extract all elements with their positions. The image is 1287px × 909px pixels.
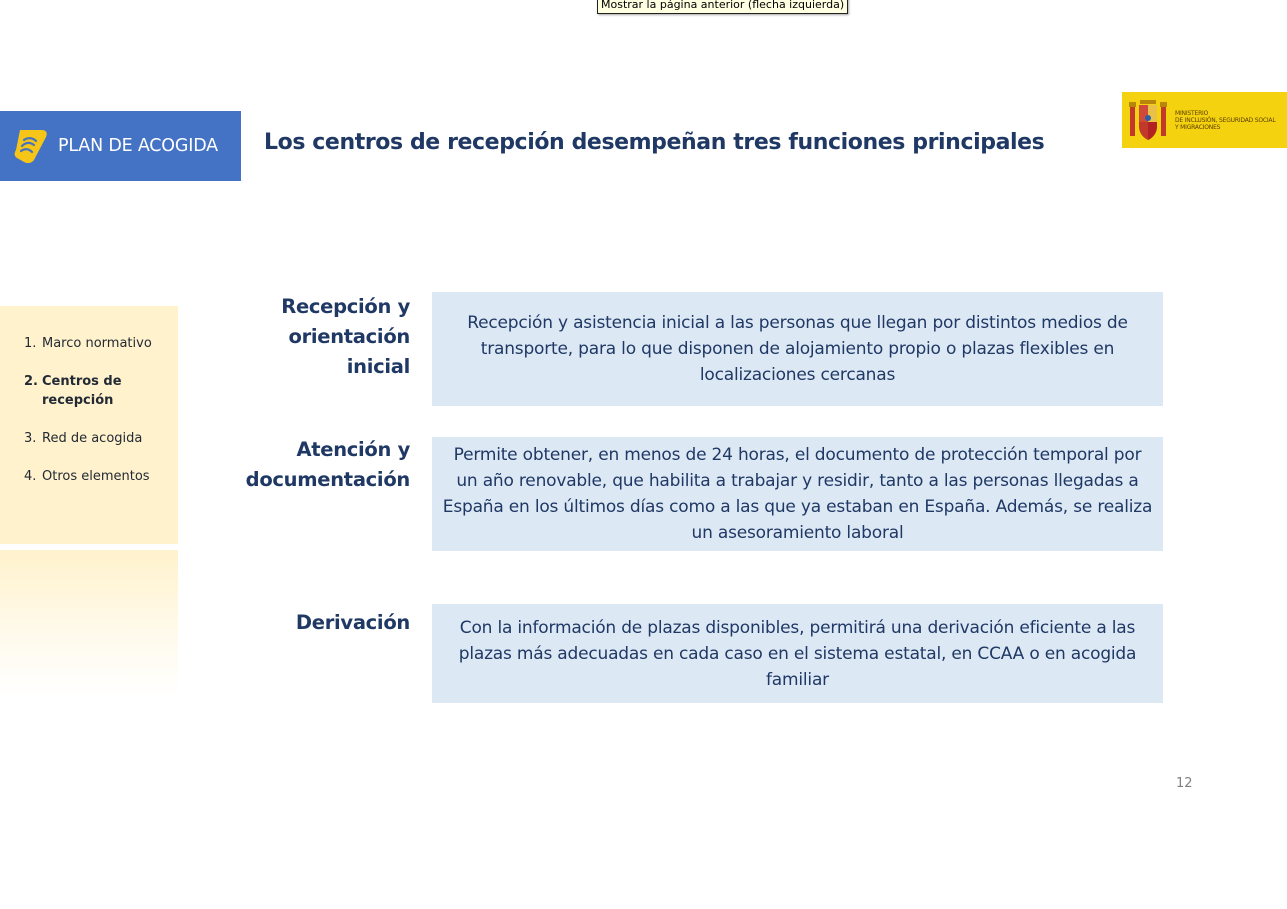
hands-logo-icon [12, 126, 52, 166]
function-label-atencion: Atención y documentación [245, 438, 410, 491]
function-text-atencion: Permite obtener, en menos de 24 horas, el documento de protección temporal por un año renovable, que habilita a trabajar y residir, tanto a las personas llegadas a España en los últimos días como a las que ya estaban en España. Además, se realiza un asesoramiento laboral [442, 445, 1153, 543]
ministry-line-1: MINISTERIO [1175, 109, 1209, 117]
function-box-recepcion [432, 292, 1163, 406]
function-box-derivacion [432, 604, 1163, 703]
plan-de-acogida-badge [0, 111, 241, 181]
function-label-recepcion: Recepción y orientación inicial [281, 295, 410, 378]
previous-page-tooltip: Mostrar la página anterior (flecha izquierda) [597, 0, 848, 14]
ministry-line-2: DE INCLUSIÓN, SEGURIDAD SOCIAL [1175, 116, 1276, 124]
section-nav-list [24, 334, 174, 505]
function-text-recepcion: Recepción y asistencia inicial a las personas que llegan por distintos medios de transporte, para lo que disponen de alojamiento propio o plazas flexibles en localizaciones cercanas [467, 313, 1128, 385]
function-label-derivacion: Derivación [295, 611, 410, 634]
nav-item-number: 3. [24, 431, 37, 446]
nav-item-label: Red de acogida [42, 431, 143, 446]
section-nav-panel [0, 306, 178, 544]
coat-of-arms-icon [1128, 96, 1168, 144]
nav-item-otros-elementos[interactable] [24, 467, 174, 486]
function-box-atencion [432, 437, 1163, 551]
ministry-line-3: Y MIGRACIONES [1175, 123, 1221, 131]
nav-item-label: Centros de recepción [42, 374, 122, 408]
nav-item-label: Marco normativo [42, 336, 152, 351]
page-title: Los centros de recepción desempeñan tres funciones principales [264, 130, 1045, 155]
function-text-derivacion: Con la información de plazas disponibles, permitirá una derivación eficiente a las plazas más adecuadas en cada caso en el sistema estatal, en CCAA o en acogida familiar [458, 617, 1137, 690]
nav-item-centros-de-recepcion[interactable] [24, 372, 174, 410]
nav-item-number: 1. [24, 336, 37, 351]
nav-fade-decoration [0, 550, 178, 698]
badge-label: PLAN DE ACOGIDA [58, 136, 218, 156]
page-number: 12 [1176, 776, 1193, 791]
ministry-logo [1122, 92, 1287, 148]
ministry-name [1175, 110, 1275, 131]
nav-item-number: 2. [24, 374, 38, 389]
nav-item-marco-normativo[interactable] [24, 334, 174, 353]
nav-item-number: 4. [24, 469, 37, 484]
nav-item-label: Otros elementos [42, 469, 150, 484]
nav-item-red-de-acogida[interactable] [24, 429, 174, 448]
